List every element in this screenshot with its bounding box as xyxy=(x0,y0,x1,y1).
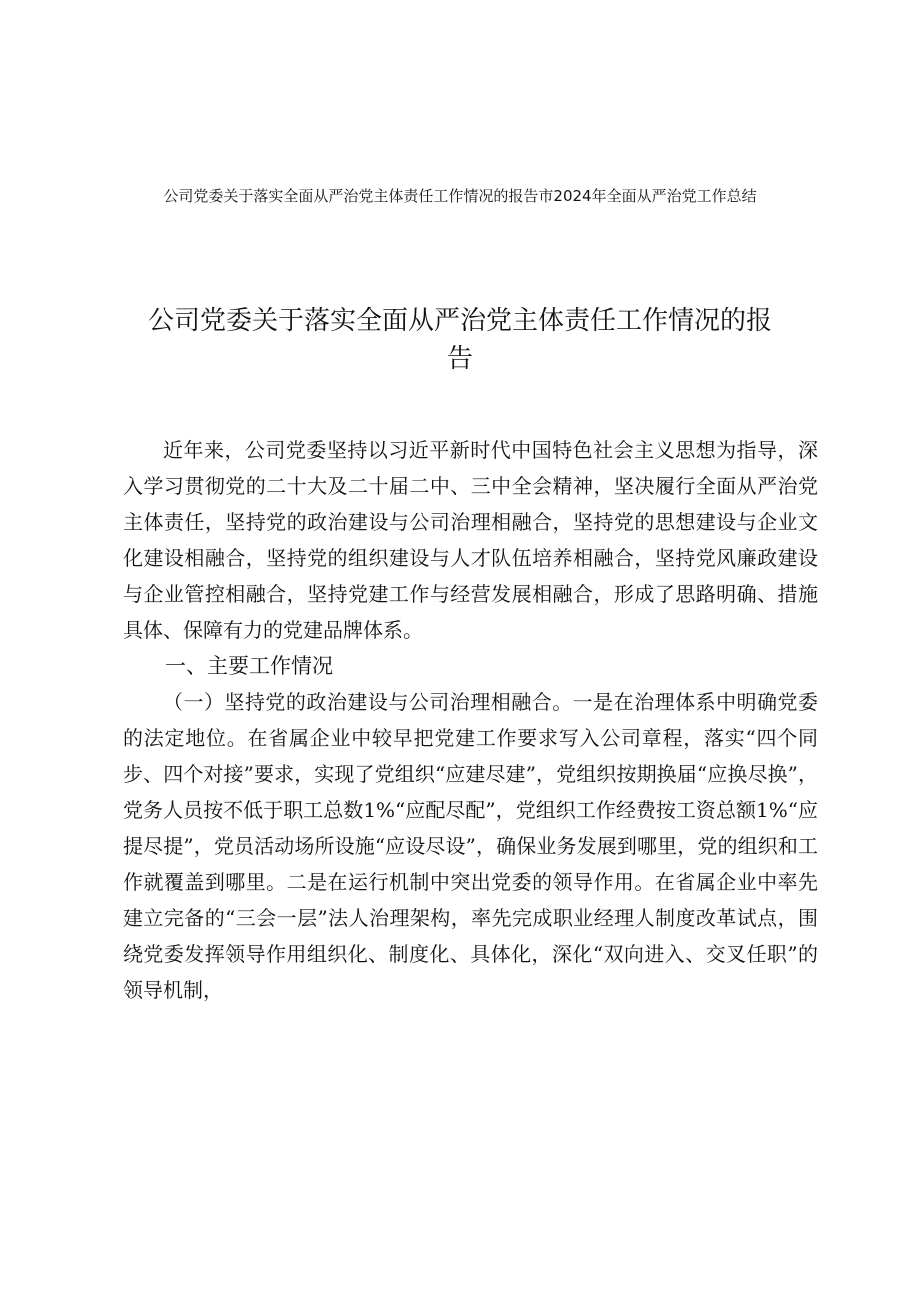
document-body xyxy=(123,432,818,1008)
document-title-line-2: 告 xyxy=(446,344,473,374)
document-title-line-1: 公司党委关于落实全面从严治党主体责任工作情况的报 xyxy=(147,306,772,336)
intro-paragraph: 近年来，公司党委坚持以习近平新时代中国特色社会主义思想为指导，深入学习贯彻党的二十大及二十届二中、三中全会精神，坚决履行全面从严治党主体责任，坚持党的政治建设与公司治理相融合，坚持党的思想建设与企业文化建设相融合，坚持党的组织建设与人才队伍培养相融合，坚持党风廉政建设与企业管控相融合，坚持党建工作与经营发展相融合，形成了思路明确、措施具体、保障有力的党建品牌体系。 xyxy=(123,438,818,642)
document-title xyxy=(120,302,800,378)
section-paragraph-political-construction: （一）坚持党的政治建设与公司治理相融合。一是在治理体系中明确党委的法定地位。在省属企业中较早把党建工作要求写入公司章程，落实“四个同步、四个对接”要求，实现了党组织“应建尽建”，党组织按期换届“应换尽换”，党务人员按不低于职工总数1%“应配尽配”，党组织工作经费按工资总额1%“应提尽提”，党员活动场所设施“应设尽设”，确保业务发展到哪里，党的组织和工作就覆盖到哪里。二是在运行机制中突出党委的领导作用。在省属企业中率先建立完备的“三会一层”法人治理架构，率先完成职业经理人制度改革试点，围绕党委发挥领导作用组织化、制度化、具体化，深化“双向进入、交叉任职”的领导机制， xyxy=(123,690,818,1002)
document-header-line: 公司党委关于落实全面从严治党主体责任工作情况的报告市2024年全面从严治党工作总结 xyxy=(163,187,757,205)
section-heading-main-work: 一、主要工作情况 xyxy=(165,654,333,678)
